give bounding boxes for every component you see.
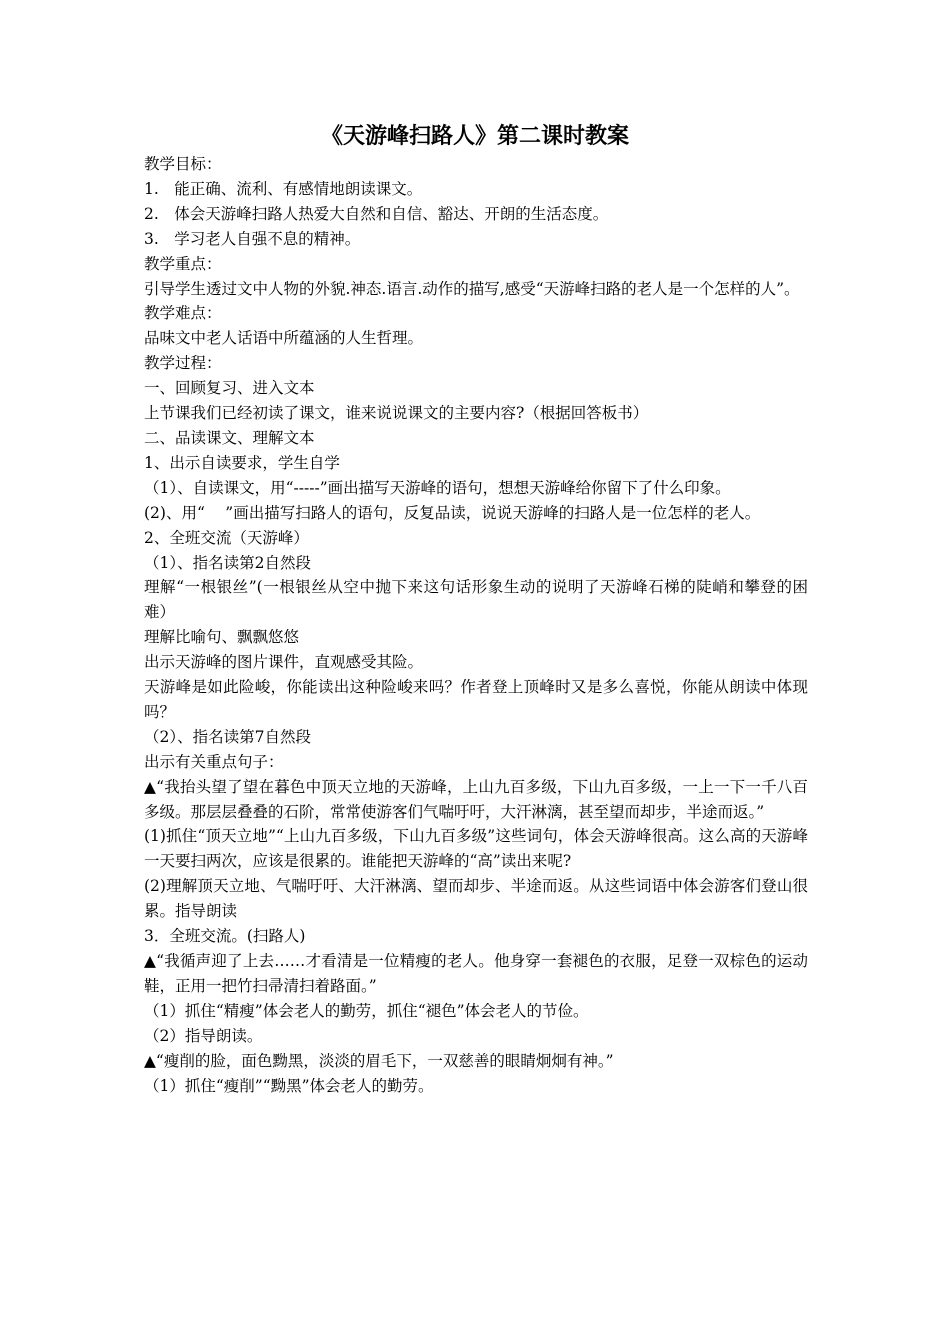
paragraph: 上节课我们已经初读了课文，谁来说说课文的主要内容?（根据回答板书） <box>144 404 649 423</box>
section-2-heading: 二、品读课文、理解文本 <box>144 428 315 447</box>
objective-2: 2. 体会天游峰扫路人热爱大自然和自信、豁达、开朗的生活态度。 <box>144 204 609 223</box>
paragraph: （2）指导朗读。 <box>144 1026 263 1045</box>
paragraph: （1）抓住“瘦削”“黝黑”体会老人的勤劳。 <box>144 1076 434 1095</box>
heading-difficulties: 教学难点： <box>144 304 222 323</box>
heading-key-points: 教学重点： <box>144 254 222 273</box>
heading-objectives: 教学目标： <box>144 155 222 173</box>
section-1-heading: 一、回顾复习、进入文本 <box>144 379 315 398</box>
paragraph: 理解比喻句、飘飘悠悠 <box>144 628 300 647</box>
key-points-text: 引导学生透过文中人物的外貌.神态.语言.动作的描写,感受“天游峰扫路的老人是一个怎样的人”。 <box>144 279 800 298</box>
objective-1: 1. 能正确、流利、有感情地朗读课文。 <box>144 179 423 198</box>
quote-paragraph: ▲“瘦削的脸，面色黝黑，淡淡的眉毛下，一双慈善的眼睛炯炯有神。” <box>144 1051 614 1070</box>
paragraph: 出示有关重点句子： <box>144 752 284 771</box>
difficulties-text: 品味文中老人话语中所蕴涵的人生哲理。 <box>144 329 424 348</box>
paragraph: （1）抓住“精瘦”体会老人的勤劳，抓住“褪色”体会老人的节俭。 <box>144 1001 589 1020</box>
heading-process: 教学过程： <box>144 354 222 373</box>
paragraph: 1、出示自读要求，学生自学 <box>144 453 340 472</box>
document-body <box>144 152 808 1098</box>
quote-paragraph: ▲“我循声迎了上去……才看清是一位精瘦的老人。他身穿一套褪色的衣服，足登一双棕色的运动鞋，正用一把竹扫帚清扫着路面。” <box>144 952 808 995</box>
paragraph: (2)、用“ ”画出描写扫路人的语句，反复品读，说说天游峰的扫路人是一位怎样的老人。 <box>144 503 761 522</box>
paragraph: （1）、指名读第2自然段 <box>144 553 311 572</box>
paragraph: 出示天游峰的图片课件，直观感受其险。 <box>144 653 424 672</box>
paragraph: 3．全班交流。(扫路人) <box>144 927 306 946</box>
paragraph: (2)理解顶天立地、气喘吁吁、大汗淋漓、望而却步、半途而返。从这些词语中体会游客们登山很累。指导朗读 <box>144 877 808 921</box>
objective-3: 3. 学习老人自强不息的精神。 <box>144 229 361 248</box>
paragraph: （2）、指名读第7自然段 <box>144 727 311 746</box>
paragraph: 天游峰是如此险峻，你能读出这种险峻来吗？作者登上顶峰时又是多么喜悦，你能从朗读中体现吗？ <box>144 678 808 721</box>
paragraph: 理解“一根银丝”(一根银丝从空中抛下来这句话形象生动的说明了天游峰石梯的陡峭和攀登的困难） <box>144 578 808 622</box>
quote-paragraph: ▲“我抬头望了望在暮色中顶天立地的天游峰，上山九百多级，下山九百多级，一上一下一千八百多级。那层层叠叠的石阶，常常使游客们气喘吁吁，大汗淋漓，甚至望而却步，半途而返。” <box>144 777 808 821</box>
paragraph: (1)抓住“顶天立地”“上山九百多级，下山九百多级”这些词句，体会天游峰很高。这么高的天游峰一天要扫两次，应该是很累的。谁能把天游峰的“高”读出来呢? <box>144 827 808 871</box>
paragraph: 2、全班交流（天游峰） <box>144 528 309 547</box>
document-title: 《天游峰扫路人》第二课时教案 <box>320 124 629 149</box>
paragraph: （1）、自读课文，用“-----”画出描写天游峰的语句，想想天游峰给你留下了什么印象。 <box>144 478 731 497</box>
